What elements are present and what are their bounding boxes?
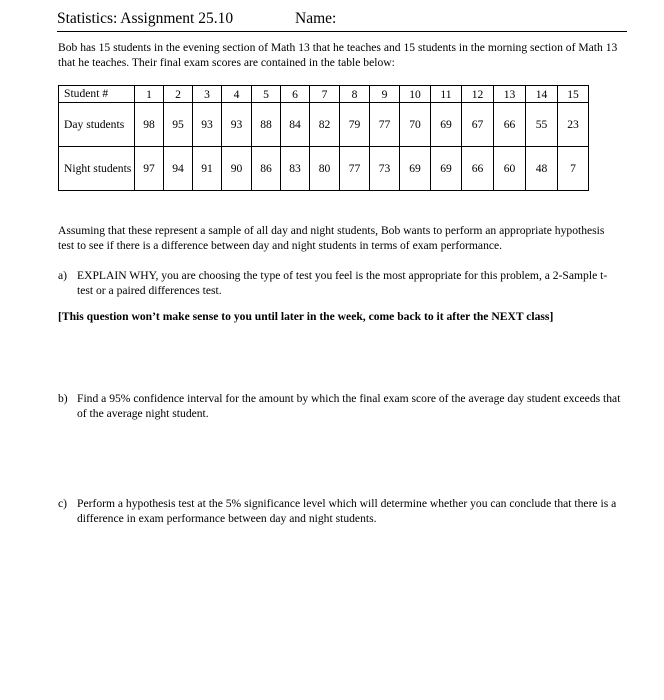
night-students-row bbox=[59, 147, 589, 191]
score-cell: 55 bbox=[526, 103, 558, 147]
score-cell: 83 bbox=[281, 147, 310, 191]
score-cell: 60 bbox=[494, 147, 526, 191]
student-number-cell: 2 bbox=[164, 86, 193, 103]
score-cell: 93 bbox=[193, 103, 222, 147]
question-c bbox=[58, 496, 626, 526]
name-label: Name: bbox=[295, 10, 337, 27]
student-number-cell: 1 bbox=[135, 86, 164, 103]
page-header bbox=[57, 9, 627, 32]
score-cell: 88 bbox=[252, 103, 281, 147]
score-cell: 73 bbox=[370, 147, 400, 191]
question-c-text: Perform a hypothesis test at the 5% significance level which will determine whether you can conclude that there is a difference in exam performance between day and night students. bbox=[77, 497, 617, 525]
question-a bbox=[58, 268, 620, 298]
question-a-text: EXPLAIN WHY, you are choosing the type of test you feel is the most appropriate for this problem, a 2-Sample t-test or a paired differences test. bbox=[77, 269, 608, 297]
score-cell: 7 bbox=[558, 147, 589, 191]
score-cell: 80 bbox=[310, 147, 340, 191]
student-number-cell: 4 bbox=[222, 86, 252, 103]
student-number-cell: 5 bbox=[252, 86, 281, 103]
score-cell: 69 bbox=[431, 147, 462, 191]
student-number-cell: 15 bbox=[558, 86, 589, 103]
day-students-label: Day students bbox=[59, 103, 135, 147]
question-a-label: a) bbox=[58, 269, 68, 282]
assumption-paragraph: Assuming that these represent a sample of all day and night students, Bob wants to perform an appropriate hypothesis test to see if there is a difference between day and night students in terms of exam performance. bbox=[58, 224, 605, 252]
score-cell: 66 bbox=[462, 147, 494, 191]
score-cell: 69 bbox=[431, 103, 462, 147]
score-cell: 77 bbox=[340, 147, 370, 191]
assignment-title: Statistics: Assignment 25.10 bbox=[57, 10, 234, 27]
score-cell: 86 bbox=[252, 147, 281, 191]
student-number-cell: 8 bbox=[340, 86, 370, 103]
student-number-cell: 14 bbox=[526, 86, 558, 103]
score-cell: 84 bbox=[281, 103, 310, 147]
student-number-cell: 9 bbox=[370, 86, 400, 103]
question-b-label: b) bbox=[58, 392, 68, 405]
student-number-cell: 12 bbox=[462, 86, 494, 103]
score-cell: 69 bbox=[400, 147, 431, 191]
score-cell: 79 bbox=[340, 103, 370, 147]
score-cell: 77 bbox=[370, 103, 400, 147]
student-number-cell: 3 bbox=[193, 86, 222, 103]
student-number-cell: 10 bbox=[400, 86, 431, 103]
question-c-label: c) bbox=[58, 497, 68, 510]
score-cell: 91 bbox=[193, 147, 222, 191]
score-cell: 97 bbox=[135, 147, 164, 191]
score-cell: 98 bbox=[135, 103, 164, 147]
table-header-row bbox=[59, 86, 589, 103]
score-cell: 82 bbox=[310, 103, 340, 147]
student-number-cell: 13 bbox=[494, 86, 526, 103]
student-number-header: Student # bbox=[59, 86, 135, 103]
scores-table bbox=[58, 85, 589, 191]
score-cell: 67 bbox=[462, 103, 494, 147]
intro-paragraph: Bob has 15 students in the evening section of Math 13 that he teaches and 15 students in the morning section of Math 13 that he teaches. Their final exam scores are contained in the table below: bbox=[58, 41, 618, 69]
score-cell: 70 bbox=[400, 103, 431, 147]
score-cell: 94 bbox=[164, 147, 193, 191]
score-cell: 93 bbox=[222, 103, 252, 147]
score-cell: 66 bbox=[494, 103, 526, 147]
student-number-cell: 7 bbox=[310, 86, 340, 103]
night-students-label: Night students bbox=[59, 147, 135, 191]
question-a-note: [This question won’t make sense to you until later in the week, come back to it after the NEXT class] bbox=[58, 310, 554, 323]
student-number-cell: 11 bbox=[431, 86, 462, 103]
day-students-row bbox=[59, 103, 589, 147]
score-cell: 48 bbox=[526, 147, 558, 191]
question-b bbox=[58, 391, 626, 421]
student-number-cell: 6 bbox=[281, 86, 310, 103]
score-cell: 95 bbox=[164, 103, 193, 147]
score-cell: 90 bbox=[222, 147, 252, 191]
question-b-text: Find a 95% confidence interval for the amount by which the final exam score of the average day student exceeds that of the average night student. bbox=[77, 392, 621, 420]
score-cell: 23 bbox=[558, 103, 589, 147]
